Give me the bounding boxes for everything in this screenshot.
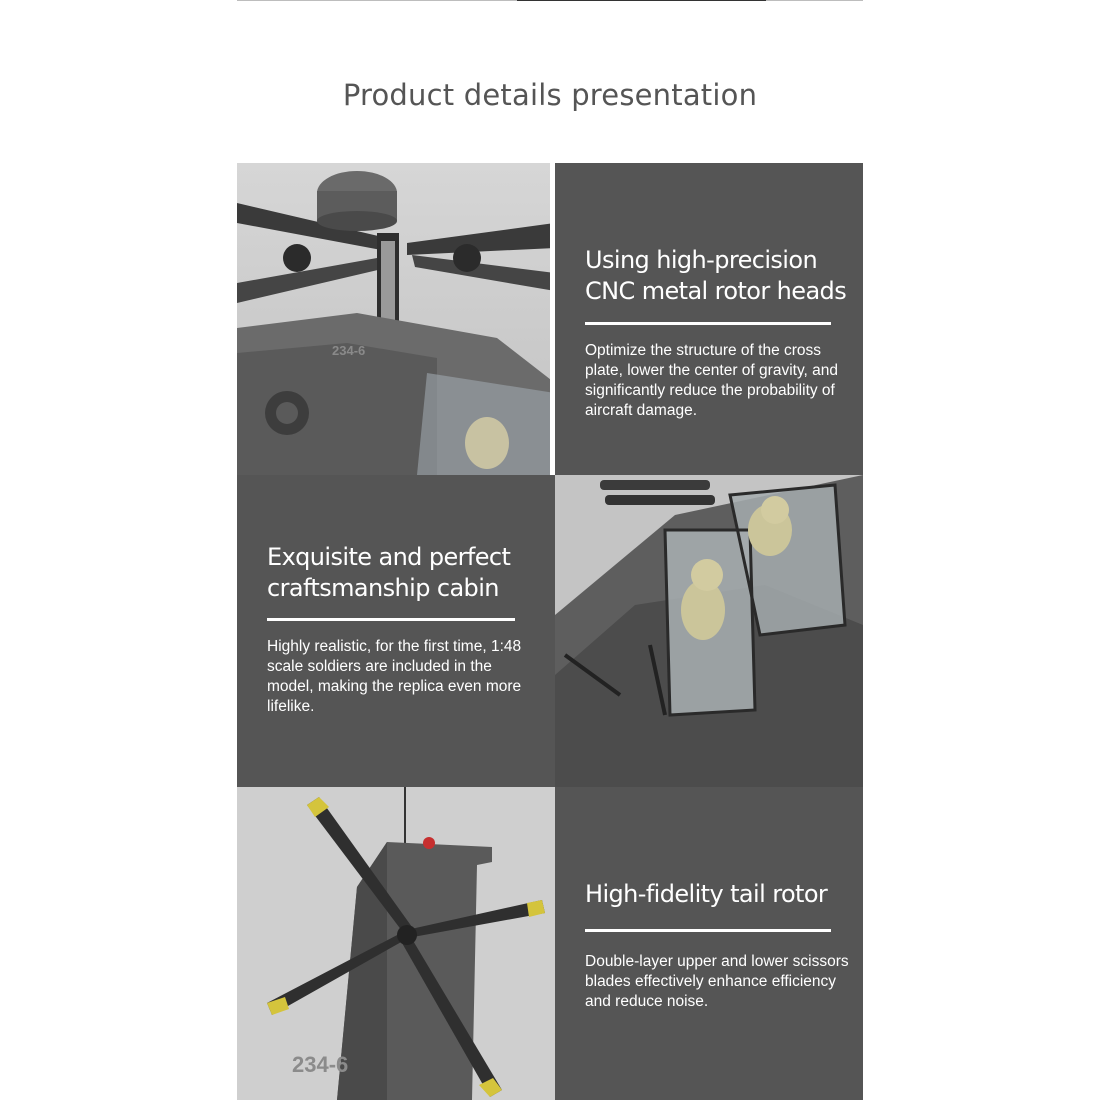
feature-panel-tail-rotor [555, 787, 863, 1100]
feature-description: Double-layer upper and lower scissors blades effectively enhance efficiency and reduce noise. [585, 953, 849, 1010]
rotor-head-photo [237, 163, 550, 475]
cabin-photo [555, 475, 863, 787]
feature-grid [237, 163, 863, 1100]
tail-number: 234-6 [292, 1052, 349, 1077]
feature-divider [267, 618, 515, 621]
feature-title-line: CNC metal rotor heads [585, 277, 847, 305]
tail-rotor-photo [237, 787, 555, 1100]
feature-title-line: craftsmanship cabin [267, 574, 499, 602]
top-divider-accent [517, 0, 766, 1]
section-heading: Product details presentation [342, 78, 758, 112]
feature-panel-cabin [237, 475, 555, 787]
feature-title-line: Exquisite and perfect [267, 543, 511, 571]
feature-description: Optimize the structure of the cross plate, lower the center of gravity, and significantly reduce the probability of aircraft damage. [585, 342, 839, 419]
feature-title: High-fidelity tail rotor [585, 880, 828, 908]
fuselage-number: 234-6 [332, 343, 366, 358]
feature-title [585, 245, 855, 307]
feature-title [267, 542, 537, 604]
feature-title-line: Using high-precision [585, 246, 818, 274]
feature-description: Highly realistic, for the first time, 1:48 scale soldiers are included in the model, making the replica even more lifelike. [267, 638, 522, 715]
feature-panel-rotor-head [555, 163, 863, 475]
feature-divider [585, 929, 831, 932]
feature-divider [585, 322, 831, 325]
